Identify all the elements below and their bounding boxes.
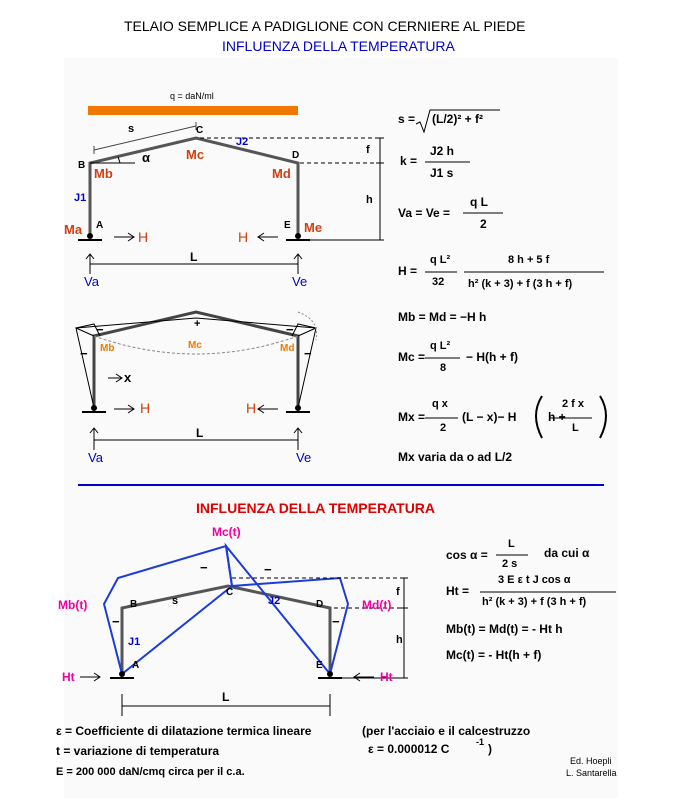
formula-k-den: J1 s — [430, 166, 454, 180]
formula-mx-mid: (L − x)− H — [462, 410, 517, 424]
formula-mx-den2: L — [572, 422, 579, 434]
section2-title: INFLUENZA DELLA TEMPERATURA — [196, 500, 436, 516]
mbt-label: Mb(t) — [58, 598, 88, 612]
frame3-structure — [122, 586, 330, 674]
formula-mbt: Mb(t) = Md(t) = - Ht h — [446, 622, 563, 636]
formula-s-rad: (L/2)² + f² — [432, 112, 483, 126]
formula-mx-num2: 2 f x — [562, 398, 585, 410]
node-b3-label: B — [130, 599, 138, 610]
alpha-arc — [118, 157, 120, 163]
node-e3-label: E — [316, 660, 323, 671]
legend-eps: ε = Coefficiente di dilatazione termica lineare — [56, 724, 312, 738]
formula-mx-den: 2 — [440, 422, 447, 434]
h-label: h — [366, 194, 373, 206]
x-label: x — [124, 370, 132, 385]
formula-h-den: h² (k + 3) + f (3 h + f) — [468, 278, 573, 290]
page-title: TELAIO SEMPLICE A PADIGLIONE CON CERNIERE AL PIEDE — [124, 18, 526, 34]
formula-ht-den: h² (k + 3) + f (3 h + f) — [482, 596, 587, 608]
minus-sign: − — [200, 560, 208, 575]
moment-right-column — [298, 328, 316, 408]
formula-mx-num: q x — [432, 398, 448, 410]
mc-label-2: Mc — [188, 340, 202, 351]
formula-va-num: q L — [470, 195, 488, 209]
formula-k-lhs: k = — [400, 154, 418, 168]
mb-label: Mb — [94, 166, 113, 181]
legend-eps-close: ) — [488, 742, 492, 756]
node-c3-label: C — [226, 587, 234, 598]
legend-eps-note: (per l'acciaio e il calcestruzzo — [362, 724, 531, 738]
formula-mc-num: q L² — [430, 340, 451, 352]
mdt-label: Md(t) — [362, 598, 392, 612]
minus-sign: − — [264, 562, 272, 577]
hinge-e — [295, 233, 301, 239]
h3-label: h — [396, 634, 403, 646]
f3-label: f — [396, 586, 400, 598]
j2-3-label: J2 — [268, 595, 281, 607]
md-label-2: Md — [280, 343, 295, 354]
node-d3-label: D — [316, 599, 324, 610]
ve-label: Ve — [292, 274, 308, 289]
moment-left-column — [76, 328, 94, 408]
credit-line1: Ed. Hoepli — [570, 756, 612, 766]
ht-right-label: Ht — [380, 670, 393, 684]
ma-label: Ma — [64, 222, 83, 237]
formula-mct: Mc(t) = - Ht(h + f) — [446, 648, 542, 662]
legend-e: E = 200 000 daN/cmq circa per il c.a. — [56, 766, 245, 778]
legend-eps-value: ε = 0.000012 C — [368, 742, 450, 756]
j1-label: J1 — [74, 192, 87, 204]
formula-mc-lhs: Mc = — [398, 350, 426, 364]
formula-ht-num: 3 E ε t J cos α — [498, 574, 571, 586]
formula-cos-num: L — [508, 538, 515, 550]
mct-label: Mc(t) — [212, 525, 241, 539]
load-bar — [88, 106, 298, 115]
node-a-label: A — [96, 220, 104, 231]
formula-h-cden: 32 — [432, 276, 445, 288]
credit-line2: L. Santarella — [566, 768, 617, 778]
ve-label-2: Ve — [296, 450, 312, 465]
legend-eps-exponent: -1 — [476, 737, 485, 747]
s3-label: s — [172, 595, 179, 607]
node-a3-label: A — [132, 660, 140, 671]
formula-mx-h: h + — [548, 410, 566, 424]
formula-h-num: 8 h + 5 f — [508, 254, 550, 266]
span-l3-label: L — [222, 690, 230, 704]
va-label: Va — [84, 274, 99, 289]
h-right-label-2: H — [246, 400, 257, 416]
node-b-label: B — [78, 160, 86, 171]
formula-k-num: J2 h — [430, 144, 455, 158]
formula-s-lhs: s = — [398, 112, 416, 126]
s-dimension-line — [94, 126, 196, 150]
formula-mx-note: Mx varia da o ad L/2 — [398, 450, 513, 464]
hinge-a — [87, 233, 93, 239]
formula-cos-tail: da cui α — [544, 546, 590, 560]
node-e-label: E — [284, 220, 291, 231]
h-left-label-2: H — [140, 400, 151, 416]
va-label-2: Va — [88, 450, 103, 465]
mc-label: Mc — [186, 147, 205, 162]
formula-mx-lhs: Mx = — [398, 410, 426, 424]
me-label: Me — [304, 220, 323, 235]
node-d-label: D — [292, 150, 300, 161]
h-left-label: H — [138, 229, 149, 245]
minus-sign: − — [96, 322, 104, 337]
node-c-label: C — [196, 125, 204, 136]
formula-mc-rest: − H(h + f) — [466, 350, 519, 364]
formula-va-den: 2 — [480, 217, 487, 231]
span-l-label: L — [190, 250, 198, 264]
j2-label: J2 — [236, 136, 249, 148]
formula-h-cnum: q L² — [430, 254, 451, 266]
load-label: q = daN/ml — [170, 91, 214, 101]
span-l-label-2: L — [196, 426, 204, 440]
formula-va-lhs: Va = Ve = — [398, 206, 451, 220]
plus-sign: + — [194, 318, 201, 330]
page-subtitle: INFLUENZA DELLA TEMPERATURA — [222, 38, 455, 54]
ht-left-label: Ht — [62, 670, 75, 684]
minus-sign: − — [80, 346, 88, 361]
minus-sign: − — [112, 614, 120, 629]
mb-label-2: Mb — [100, 343, 115, 354]
md-label: Md — [272, 166, 291, 181]
alpha-label: α — [142, 150, 150, 165]
h-right-label: H — [238, 229, 249, 245]
f-label: f — [366, 144, 370, 156]
minus-sign: − — [332, 614, 340, 629]
minus-sign: − — [304, 346, 312, 361]
formula-h-lhs: H = — [398, 264, 418, 278]
legend-t: t = variazione di temperatura — [56, 744, 220, 758]
minus-sign: − — [286, 322, 294, 337]
formula-cos-lhs: cos α = — [446, 548, 488, 562]
formula-cos-den: 2 s — [502, 558, 518, 570]
j1-3-label: J1 — [128, 636, 141, 648]
formula-ht-lhs: Ht = — [446, 584, 470, 598]
formula-mb: Mb = Md = −H h — [398, 310, 487, 324]
s-label: s — [128, 123, 135, 135]
formula-mc-den: 8 — [440, 362, 447, 374]
